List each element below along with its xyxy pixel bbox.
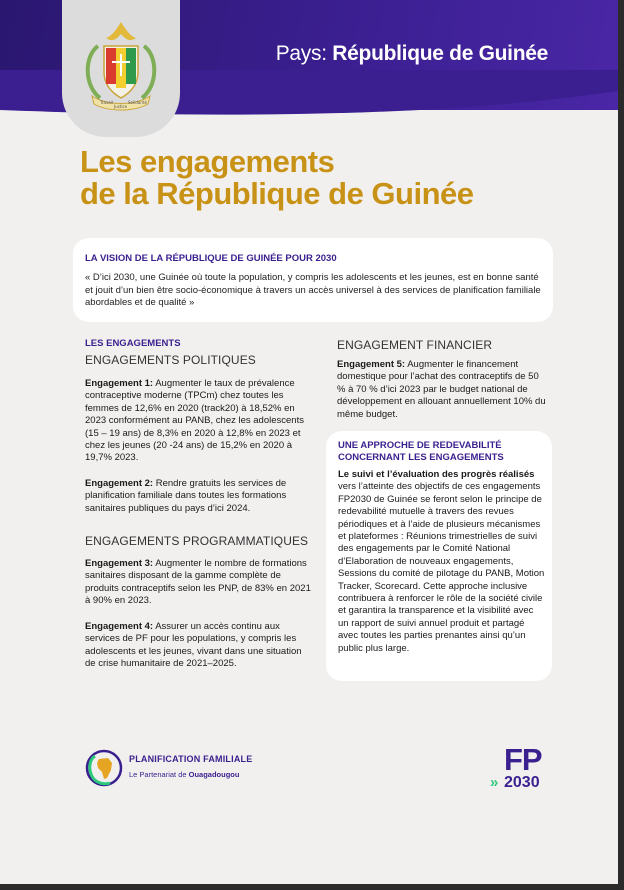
vision-text: « D’ici 2030, une Guinée où toute la population, y compris les adolescents et les jeunes, est en bonne santé et jouit d’un bien être socio-économique à travers un accès universel à des services de planification familiale abordables et de qualité » <box>85 272 541 308</box>
page-edge-right <box>618 0 624 890</box>
country-name: République de Guinée <box>332 42 548 65</box>
motto-left: Travail <box>100 100 113 105</box>
politiques-heading: ENGAGEMENTS POLITIQUES <box>85 353 256 367</box>
fp-letters: FP <box>504 742 542 777</box>
pf-subtitle: Le Partenariat de Ouagadougou <box>129 770 240 779</box>
redevabilite-box <box>326 431 552 681</box>
africa-partnership-icon <box>84 748 124 788</box>
engagement-5: Engagement 5: Augmenter le financement domestique pour l’achat des contraceptifs de 50 % à 70 % d’ici 2023 par le budget national de développement en allouant annuellement 10% du même budget. <box>337 359 546 420</box>
engagements-left-column <box>85 338 311 670</box>
engagement-3: Engagement 3: Augmenter le nombre de formations sanitaires disposant de la gamme complète de produits contraceptifs selon les PNP, de 83% en 2021 à 90% en 2023. <box>85 558 311 607</box>
redevabilite-text: Le suivi et l’évaluation des progrès réalisés vers l’atteinte des objectifs de ces engagements FP2030 de Guinée se feront selon le principe de redevabilité mutuelle à travers des revues périodiques et à l’aide de plusieurs mécanismes et plateformes : Réunions trimestrielles de suivi des engagements par le Comité National d’Elaboration de nouveaux engagements, Sessions du comité de pilotage du PANB, Motion Tracker, Scorecard. Cette approche inclusive contribuera à renforcer le rôle de la société civile et garantira la transparence et la visibilité avec un rapport de suivi annuel produit et partagé avec toutes les parties prenantes ainsi qu’un public plus large. <box>338 469 545 654</box>
motto-right: Solidarité <box>128 100 147 105</box>
engagement-2: Engagement 2: Rendre gratuits les services de planification familiale dans toutes les formations sanitaires publiques du pays d’ici 2024. <box>85 477 287 514</box>
guinea-coat-of-arms-icon <box>76 16 166 116</box>
planification-familiale-logo <box>84 748 253 793</box>
engagement-1: Engagement 1: Augmenter le taux de prévalence contraceptive moderne (TPCm) chez toutes les femmes de 12,6% en 2020 (track20) à 18,52% en 2023 conformément au PANB, chez les adolescents (15 – 19 ans) de 8,3% en 2020 à 12,8% en 2023 et chez les jeunes (20 -24 ans) de 15,2% en 2020 à 19,7% 2023. <box>85 378 304 464</box>
programmatiques-heading: ENGAGEMENTS PROGRAMMATIQUES <box>85 534 309 549</box>
financier-heading: ENGAGEMENT FINANCIER <box>337 338 493 352</box>
motto-center: Justice <box>114 104 128 109</box>
page-edge-bottom <box>0 884 624 890</box>
country-title: Pays: République de Guinée <box>275 42 548 65</box>
redevabilite-title: UNE APPROCHE DE REDEVABILITÉ CONCERNANT LES ENGAGEMENTS <box>338 440 504 463</box>
vision-title: LA VISION DE LA RÉPUBLIQUE DE GUINÉE POUR 2030 <box>85 253 337 264</box>
page-title: Les engagements de la République de Guinée <box>80 144 474 211</box>
engagements-heading: LES ENGAGEMENTS <box>85 338 181 349</box>
fp-arrows-icon: » <box>490 774 497 791</box>
engagement-4: Engagement 4: Assurer un accès continu aux services de PF pour les populations, y compris les adolescents et les jeunes, vivant dans une situation de crise humanitaire de 2021–2025. <box>85 620 302 669</box>
fp-year: 2030 <box>504 774 540 791</box>
vision-box <box>73 238 553 322</box>
engagements-right-column <box>337 338 547 421</box>
fp2030-logo <box>490 744 550 796</box>
pf-title: PLANIFICATION FAMILIALE <box>129 754 253 764</box>
